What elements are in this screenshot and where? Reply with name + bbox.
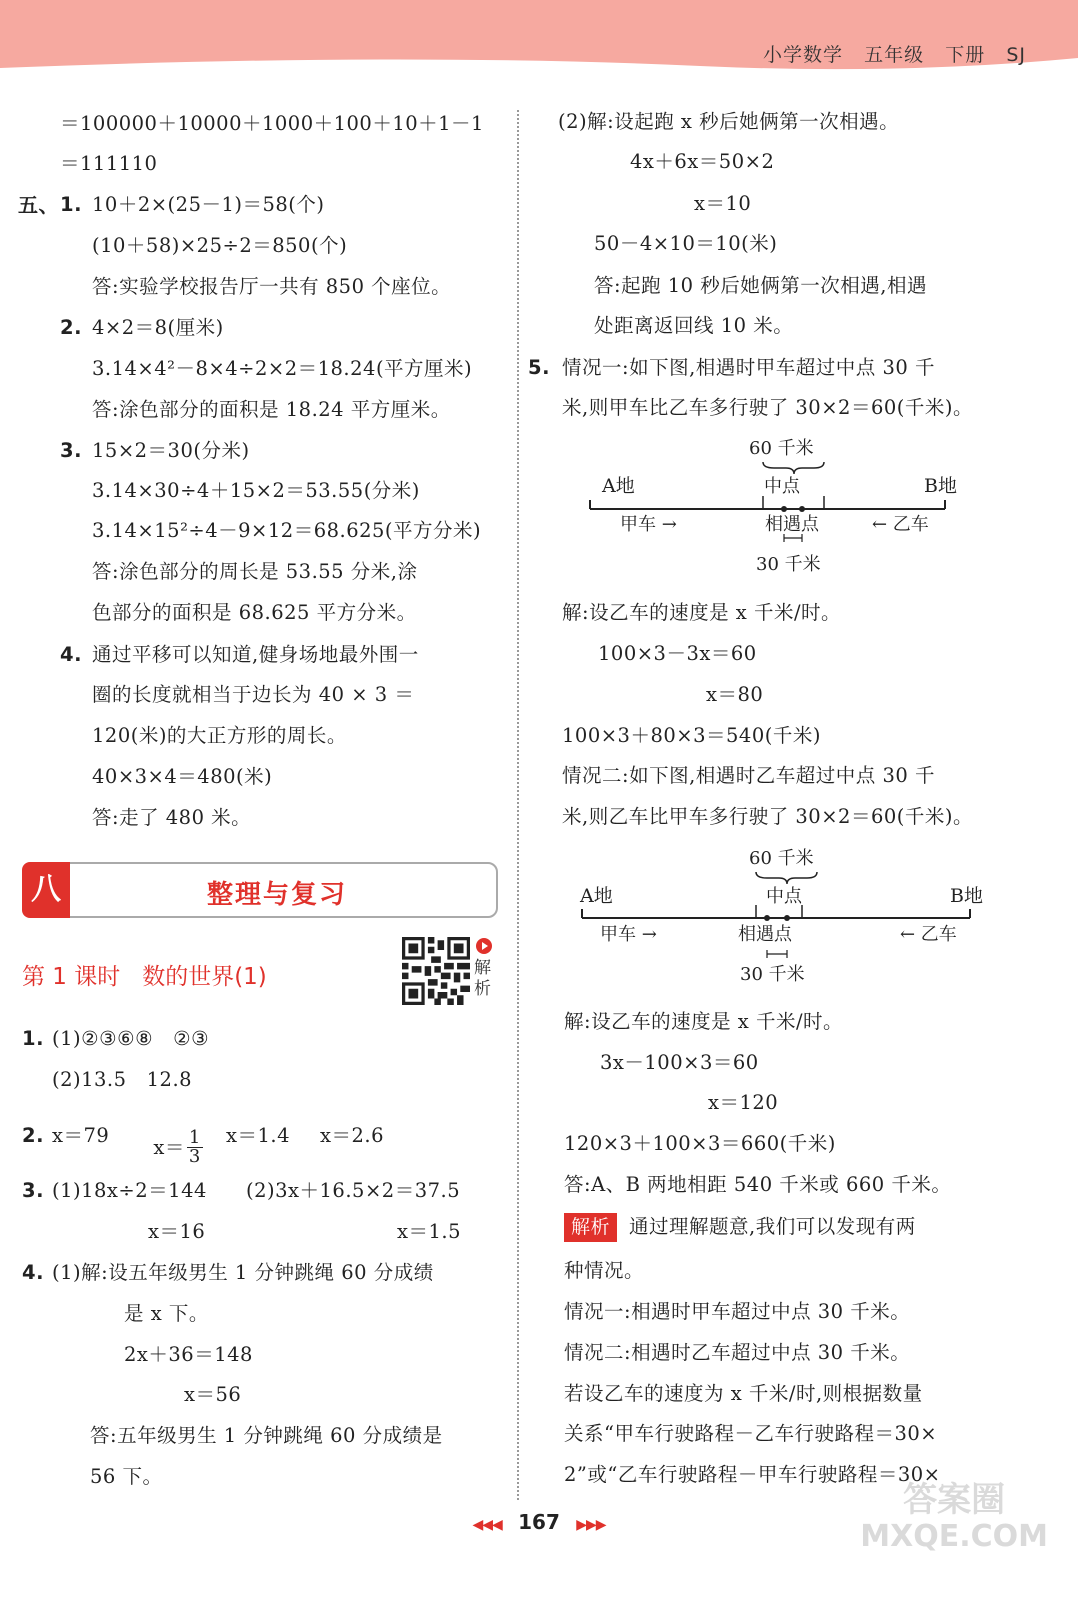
section-badge: 八 [22,862,70,918]
answer-line: (2)解:设起跑 x 秒后她俩第一次相遇。 [558,110,900,133]
answer-line: 通过平移可以知道,健身场地最外围一 [92,643,419,666]
brace-icon [763,462,824,474]
diagram-top-label: 60 千米 [749,848,814,869]
analysis-line: 2”或“乙车行驶路程－甲车行驶路程＝30× [564,1463,941,1486]
answer-line: 120×3＋100×3＝660(千米) [564,1132,836,1155]
diagram-label-a: A地 [580,885,613,907]
question-number: 2. [60,316,82,339]
answer-line: 米,则乙车比甲车多行驶了 30×2＝60(千米)。 [562,805,973,828]
answer-line: x＝10 [694,192,752,215]
answer-line: (10＋58)×25÷2＝850(个) [92,234,348,257]
answer-line: 40×3×4＝480(米) [92,765,273,788]
question-number: 5. [528,356,550,379]
car-b-label: ← 乙车 [872,514,929,535]
fraction-answer [140,1109,205,1166]
analysis-line: 关系“甲车行驶路程－乙车行驶路程＝30× [564,1422,938,1445]
midpoint-dot [784,915,790,921]
analysis-line: 情况一:相遇时甲车超过中点 30 千米。 [564,1300,911,1323]
answer-line: 4x＋6x＝50×2 [630,150,775,173]
qr-code-icon[interactable] [400,937,472,1005]
column-divider [517,110,519,1500]
diagram-label-a: A地 [602,475,635,497]
next-arrows-icon: ▶▶▶ [576,1517,606,1533]
answer-line: 2x＋36＝148 [124,1343,253,1366]
distance-diagram-2 [560,842,1010,992]
answer-line: 答:走了 480 米。 [92,806,252,829]
lesson-title: 第 1 课时 数的世界(1) [22,964,267,990]
section-five-label: 五、 [18,193,59,217]
answer-line: x＝56 [184,1383,242,1406]
analysis-line: 情况二:相遇时乙车超过中点 30 千米。 [564,1341,911,1364]
answer-line: 答:涂色部分的面积是 18.24 平方厘米。 [92,398,451,421]
answer-line: 答:涂色部分的周长是 53.55 分米,涂 [92,560,418,583]
watermark-title: 答案圈 [903,1480,1006,1520]
meeting-point-dot [764,915,770,921]
answer-line: x＝1.4 [226,1124,291,1147]
analysis-tag: 解析 [564,1213,617,1242]
answer-line: 10＋2×(25－1)＝58(个) [92,193,325,216]
analysis-line: 若设乙车的速度为 x 千米/时,则根据数量 [564,1382,923,1405]
answer-line: 处距离返回线 10 米。 [594,314,794,337]
meeting-point-dot [799,506,805,512]
answer-line: (2)13.5 12.8 [52,1068,193,1091]
answer-line: 4×2＝8(厘米) [92,316,224,339]
answer-line: 3x－100×3＝60 [600,1051,759,1074]
answer-line: 米,则甲车比乙车多行驶了 30×2＝60(千米)。 [562,396,973,419]
prev-arrows-icon: ◀◀◀ [472,1517,502,1533]
question-number: 2. [22,1124,44,1147]
page-number: 167 [518,1510,560,1534]
answer-line: 100×3－3x＝60 [598,642,757,665]
answer-line: 答:五年级男生 1 分钟跳绳 60 分成绩是 [90,1424,443,1447]
answer-line: (1)18x÷2＝144 [52,1179,207,1202]
answer-line: 50－4×10＝10(米) [594,232,778,255]
car-b-label: ← 乙车 [900,924,957,945]
answer-line: x＝120 [708,1091,779,1114]
diagram-label-b: B地 [924,475,957,497]
answer-line: (1)②③⑥⑧ ②③ [52,1027,210,1050]
question-number: 1. [60,193,82,216]
answer-line: x＝80 [706,683,764,706]
answer-line: 情况二:如下图,相遇时乙车超过中点 30 千 [562,764,935,787]
answer-line: 圈的长度就相当于边长为 40 × 3 ＝ [92,683,415,706]
fraction [187,1126,203,1167]
car-a-label: 甲车 → [600,924,657,945]
diagram-label-b: B地 [950,885,983,907]
analysis-text: 通过理解题意,我们可以发现有两 [629,1215,916,1238]
meet-point-label: 相遇点 [765,514,819,535]
qr-label: 解析 [474,958,491,999]
question-number: 4. [22,1261,44,1284]
calc-line: ＝111110 [60,152,158,175]
answer-line: 3.14×30÷4＋15×2＝53.55(分米) [92,479,420,502]
question-number: 1. [22,1027,44,1050]
watermark [860,1480,1048,1554]
answer-line: 答:起跑 10 秒后她俩第一次相遇,相遇 [594,274,927,297]
fraction-prefix: x＝ [153,1135,185,1159]
question-number: 3. [22,1179,44,1202]
calc-line: ＝100000＋10000＋1000＋100＋10＋1－1 [60,112,484,135]
car-a-label: 甲车 → [620,514,677,535]
question-number: 4. [60,643,82,666]
play-icon[interactable] [476,938,492,954]
answer-line: 解:设乙车的速度是 x 千米/时。 [564,1010,844,1033]
answer-line: (2)3x＋16.5×2＝37.5 [246,1179,461,1202]
fraction-numerator: 1 [188,1126,201,1148]
analysis-first-line [564,1213,916,1242]
question-number: 3. [60,439,82,462]
answer-line: x＝1.5 [397,1220,462,1243]
answer-line: 15×2＝30(分米) [92,439,250,462]
meet-point-label: 相遇点 [738,924,792,945]
distance-diagram-1 [560,432,1010,582]
fraction-denominator: 3 [188,1145,201,1167]
answer-line: x＝16 [148,1220,206,1243]
answer-line: 情况一:如下图,相遇时甲车超过中点 30 千 [562,356,935,379]
brace-icon [756,872,817,884]
diagram-label-mid: 中点 [764,476,800,497]
watermark-url: MXQE.COM [860,1519,1048,1554]
midpoint-dot [781,506,787,512]
answer-line: x＝2.6 [320,1124,385,1147]
diagram-top-label: 60 千米 [749,438,814,459]
answer-line: x＝79 [52,1124,110,1147]
analysis-line: 种情况。 [564,1259,645,1282]
answer-line: 56 下。 [90,1465,163,1488]
answer-line: 解:设乙车的速度是 x 千米/时。 [562,601,842,624]
answer-line: 3.14×15²÷4－9×12＝68.625(平方分米) [92,519,482,542]
answer-line: 答:实验学校报告厅一共有 850 个座位。 [92,275,452,298]
answer-line: (1)解:设五年级男生 1 分钟跳绳 60 分成绩 [52,1261,434,1284]
diagram-bottom-label: 30 千米 [740,964,805,985]
diagram-bottom-label: 30 千米 [756,554,821,575]
answer-line: 答:A、B 两地相距 540 千米或 660 千米。 [564,1173,952,1196]
answer-line: 100×3＋80×3＝540(千米) [562,724,821,747]
diagram-label-mid: 中点 [766,886,802,907]
header-text: 小学数学 五年级 下册 SJ [762,44,1026,66]
answer-line: 是 x 下。 [124,1302,209,1325]
section-title: 整理与复习 [206,880,347,910]
answer-line: 3.14×4²－8×4÷2×2＝18.24(平方厘米) [92,357,473,380]
answer-line: 色部分的面积是 68.625 平方分米。 [92,601,417,624]
answer-line: 120(米)的大正方形的周长。 [92,724,347,747]
